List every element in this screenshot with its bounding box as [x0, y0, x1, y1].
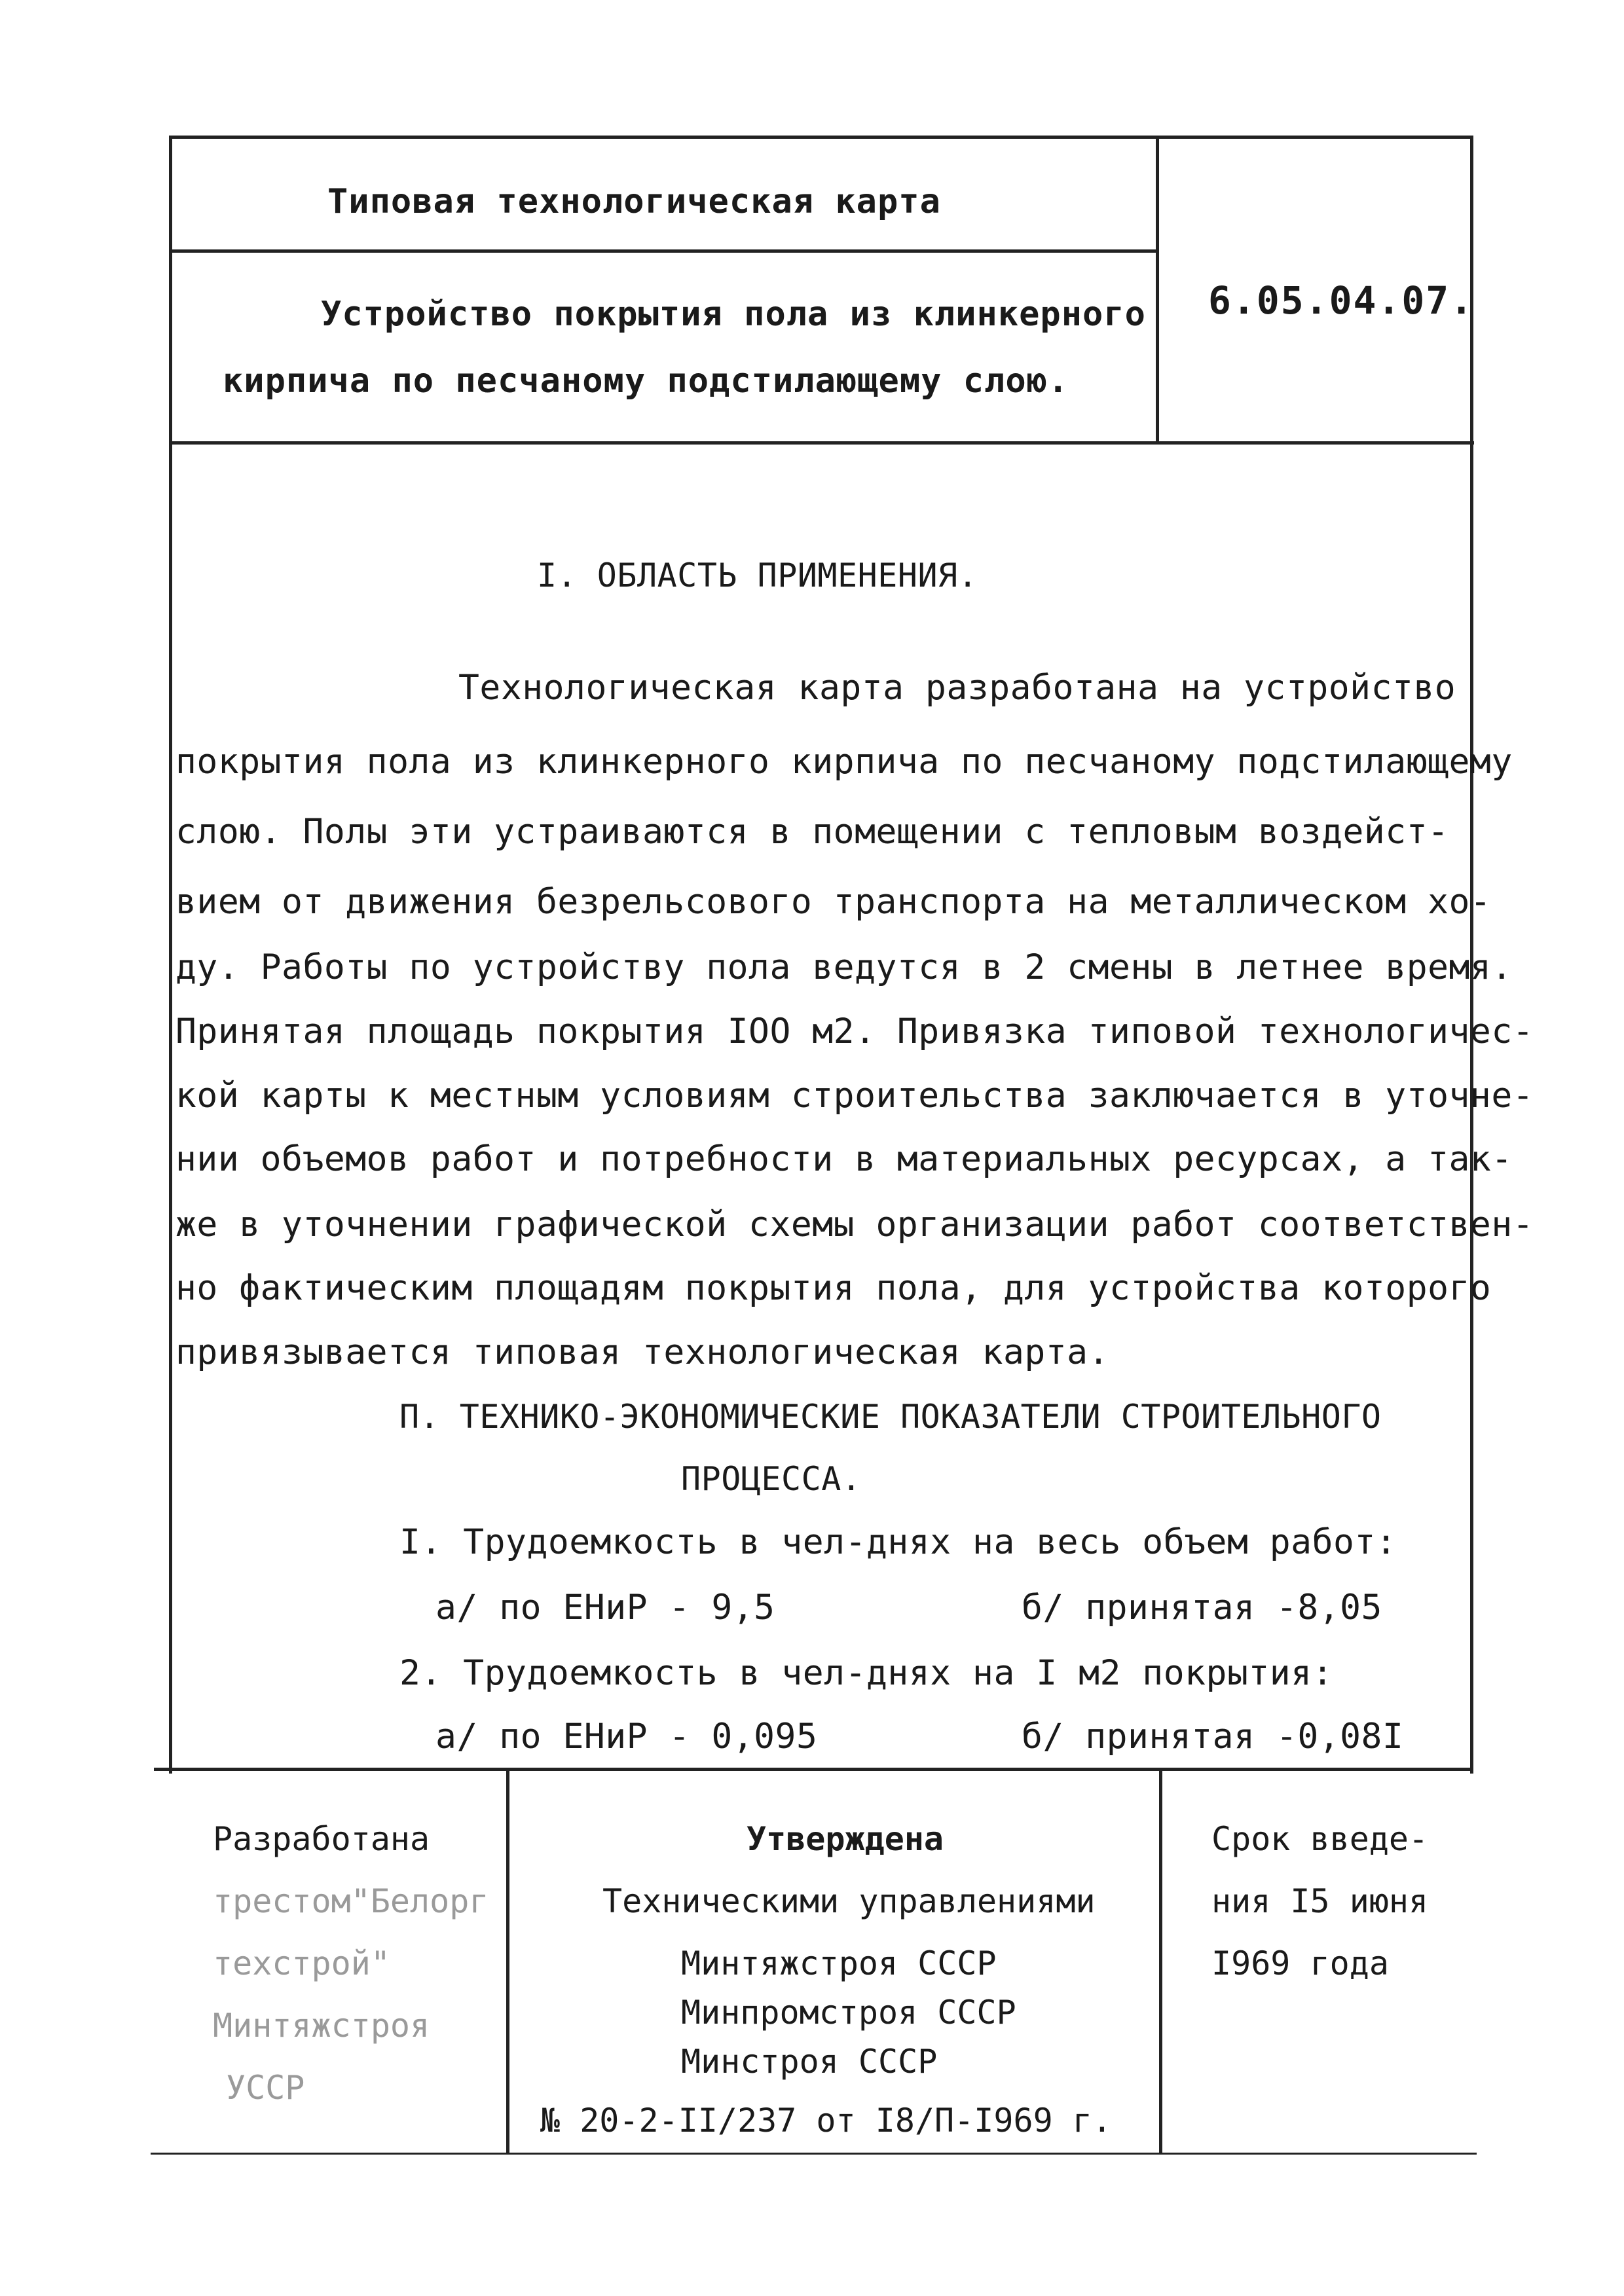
- header-code-divider: [1156, 136, 1159, 443]
- section2-item1-b: б/ принятая -8,05: [1022, 1588, 1382, 1628]
- footer-effective-date-line: I969 года: [1211, 1944, 1389, 1982]
- footer-approved-line: Техническими управлениями: [602, 1882, 1096, 1920]
- footer-approved-title: Утверждена: [747, 1820, 944, 1858]
- frame-left-line: [169, 136, 172, 1774]
- footer-effective-date-line: ния I5 июня: [1211, 1882, 1429, 1920]
- section1-line: привязывается типовая технологическая карта.: [175, 1332, 1109, 1372]
- card-subtitle-line2: кирпича по песчаному подстилающему слою.: [223, 361, 1069, 401]
- footer-right-divider: [1159, 1768, 1162, 2154]
- section1-line: Технологическая карта разработана на устройство: [458, 668, 1456, 708]
- section1-line: ду. Работы по устройству пола ведутся в 2 смены в летнее время.: [175, 947, 1513, 987]
- footer-developer-line: техстрой": [213, 1944, 390, 1982]
- section2-heading-line2: ПРОЦЕССА.: [681, 1460, 862, 1498]
- footer-approved-line: Минпромстроя СССР: [681, 1994, 1016, 2032]
- footer-effective-date-line: Срок введе-: [1211, 1820, 1429, 1858]
- section2-item2: 2. Трудоемкость в чел-днях на I м2 покрытия:: [399, 1653, 1333, 1693]
- section1-heading: I. ОБЛАСТЬ ПРИМЕНЕНИЯ.: [537, 556, 978, 594]
- footer-approved-line: Минстроя СССР: [681, 2043, 938, 2081]
- footer-developer-line: Минтяжстроя: [213, 2007, 430, 2045]
- footer-developer-line: трестом"Белорг: [213, 1882, 489, 1920]
- section1-line: покрытия пола из клинкерного кирпича по песчаному подстилающему: [175, 742, 1513, 782]
- section1-line: слою. Полы эти устраиваются в помещении с тепловым воздейст-: [175, 812, 1449, 852]
- section1-line: нии объемов работ и потребности в материальных ресурсах, а так-: [175, 1139, 1513, 1179]
- section2-heading-line1: П. ТЕХНИКО-ЭКОНОМИЧЕСКИЕ ПОКАЗАТЕЛИ СТРОИТЕЛЬНОГО: [399, 1398, 1382, 1436]
- section2-item2-b: б/ принятая -0,08I: [1022, 1717, 1404, 1757]
- section2-item1-a: а/ по ЕНиР - 9,5: [435, 1588, 775, 1628]
- section1-line: Принятая площадь покрытия IOO м2. Привязка типовой технологичес-: [175, 1011, 1534, 1051]
- section1-line: кой карты к местным условиям строительства заключается в уточне-: [175, 1076, 1534, 1116]
- section1-line: но фактическим площадям покрытия пола, для устройства которого: [175, 1268, 1492, 1308]
- footer-approval-number: № 20-2-II/237 от I8/П-I969 г.: [540, 2102, 1112, 2140]
- section2-item2-a: а/ по ЕНиР - 0,095: [435, 1717, 818, 1757]
- section1-line: же в уточнении графической схемы организации работ соответствен-: [175, 1205, 1534, 1245]
- card-subtitle-line1: Устройство покрытия пола из клинкерного: [321, 295, 1146, 334]
- frame-top-line: [172, 136, 1471, 139]
- footer-developer-line: УССР: [226, 2069, 305, 2107]
- header-bottom-line: [169, 441, 1474, 445]
- header-title-divider: [172, 249, 1157, 253]
- section2-item1: I. Трудоемкость в чел-днях на весь объем работ:: [399, 1522, 1397, 1562]
- card-code: 6.05.04.07.: [1208, 278, 1475, 323]
- footer-bottom-line: [151, 2153, 1477, 2155]
- footer-left-divider: [506, 1768, 509, 2154]
- footer-developer-line: Разработана: [213, 1820, 430, 1858]
- footer-top-line: [154, 1768, 1473, 1771]
- footer-approved-line: Минтяжстроя СССР: [681, 1944, 997, 1982]
- section1-line: вием от движения безрельсового транспорта на металлическом хо-: [175, 882, 1492, 922]
- card-title: Типовая технологическая карта: [327, 182, 941, 221]
